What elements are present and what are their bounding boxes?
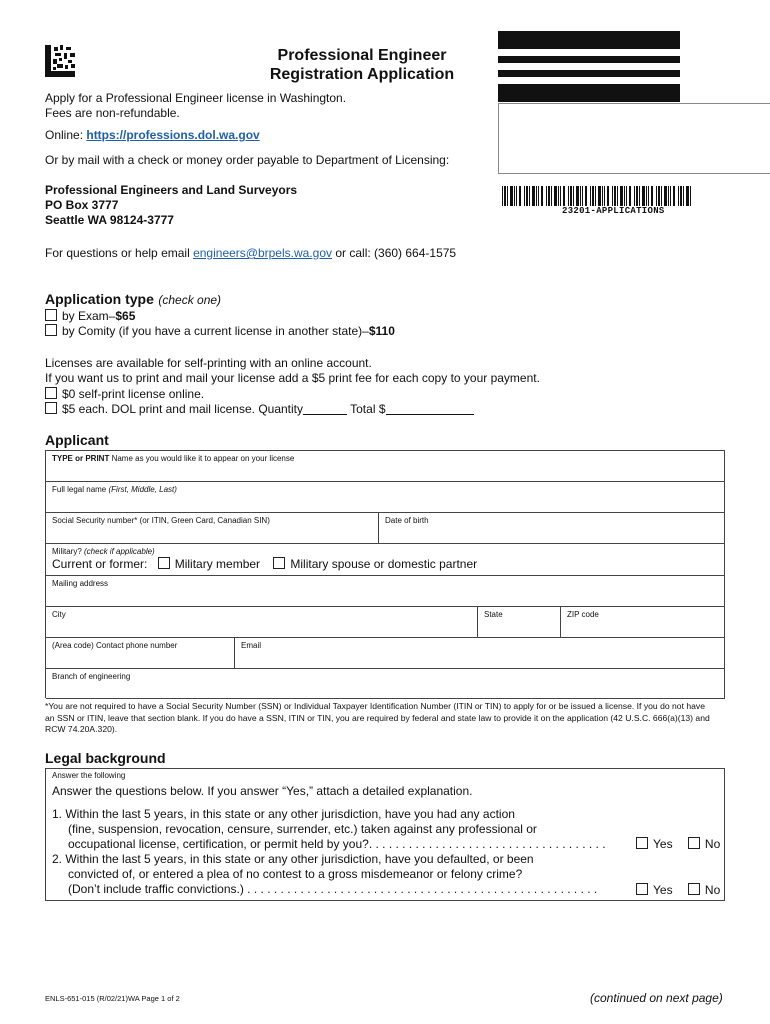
application-type-note: (check one) bbox=[158, 293, 222, 307]
q1-yes-checkbox[interactable] bbox=[636, 837, 648, 849]
title-line-1: Professional Engineer bbox=[277, 47, 447, 64]
questions-line bbox=[45, 246, 456, 261]
q2-no-checkbox[interactable] bbox=[688, 883, 700, 895]
legal-box bbox=[45, 768, 725, 901]
option-comity[interactable]: by Comity (if you have a current license in another state)–$110 bbox=[45, 324, 395, 339]
print-option-self[interactable]: $0 self-print license online. bbox=[45, 387, 204, 402]
applicant-form bbox=[45, 450, 725, 698]
intro-line-2: Fees are non-refundable. bbox=[45, 106, 180, 120]
branch-field[interactable]: Branch of engineering bbox=[46, 669, 725, 699]
q2-line-1: 2. Within the last 5 years, in this state or any other jurisdiction, have you defaulted, or been bbox=[52, 852, 534, 866]
q2-line-2: convicted of, or entered a plea of no contest to a gross misdemeanor or felony crime? bbox=[68, 867, 523, 881]
questions-suffix: or call: (360) 664-1575 bbox=[332, 246, 457, 260]
q2-line-3: (Don’t include traffic convictions.) . . . . . . . . . . . . . . . . . . . . . . . . . . . . . . . . . . . . . . . . . . . . . . . . . . . . . bbox=[68, 882, 598, 896]
application-type-heading bbox=[45, 291, 221, 309]
full-legal-name-field[interactable]: Full legal name (First, Middle, Last) bbox=[46, 482, 725, 513]
questions-prefix: For questions or help email bbox=[45, 246, 194, 260]
application-type-title: Application type bbox=[45, 291, 154, 307]
military-member-label: Military member bbox=[174, 557, 261, 571]
self-print-checkbox[interactable] bbox=[45, 387, 57, 399]
current-former-label: Current or former: bbox=[52, 557, 148, 571]
online-line bbox=[45, 128, 260, 143]
title-line-2: Registration Application bbox=[269, 66, 455, 83]
ssn-field[interactable]: Social Security number* (or ITIN, Green Card, Canadian SIN) bbox=[46, 513, 379, 544]
mail-print-checkbox[interactable] bbox=[45, 402, 57, 414]
q2-yes-label: Yes bbox=[653, 883, 673, 897]
dob-field[interactable]: Date of birth bbox=[379, 513, 725, 544]
license-name-field[interactable]: TYPE or PRINT Name as you would like it to appear on your license bbox=[46, 451, 725, 482]
print-option-mail[interactable]: $5 each. DOL print and mail license. Quantity Total $ bbox=[45, 402, 474, 417]
military-spouse-label: Military spouse or domestic partner bbox=[290, 557, 478, 571]
legal-instructions: Answer the questions below. If you answer “Yes,” attach a detailed explanation. bbox=[52, 784, 473, 798]
military-field: Military? (check if applicable) Current or former: Military member Military spouse or domestic partner bbox=[46, 544, 725, 576]
email-field[interactable]: Email bbox=[235, 638, 725, 669]
q1-line-1: 1. Within the last 5 years, in this state or any other jurisdiction, have you had any action bbox=[52, 807, 515, 821]
online-label: Online: bbox=[45, 128, 87, 142]
q1-no-checkbox[interactable] bbox=[688, 837, 700, 849]
q1-yes-label: Yes bbox=[653, 837, 673, 851]
address-line-2: PO Box 3777 bbox=[45, 198, 119, 212]
qr-code-icon bbox=[45, 45, 75, 77]
form-id: ENLS-651-015 (R/02/21)WA Page 1 of 2 bbox=[45, 994, 180, 1003]
redaction-bars bbox=[498, 31, 680, 102]
military-member-checkbox[interactable] bbox=[158, 557, 170, 569]
military-spouse-checkbox[interactable] bbox=[273, 557, 285, 569]
option-exam[interactable]: by Exam–$65 bbox=[45, 309, 135, 324]
q2-no-label: No bbox=[704, 883, 721, 897]
barcode-text: 23201-APPLICATIONS bbox=[562, 206, 665, 216]
q1-line-3: occupational license, certification, or permit held by you?. . . . . . . . . . . . . . . . . . . . . . . . . . . . . . . . . . . . bbox=[68, 837, 606, 851]
state-field[interactable]: State bbox=[478, 607, 561, 638]
applicant-heading: Applicant bbox=[45, 432, 109, 448]
q2-yes-checkbox[interactable] bbox=[636, 883, 648, 895]
mailing-address-field[interactable]: Mailing address bbox=[46, 576, 725, 607]
address-line-3: Seattle WA 98124-3777 bbox=[45, 213, 174, 227]
office-use-box bbox=[498, 103, 770, 174]
exam-checkbox[interactable] bbox=[45, 309, 57, 321]
mail-instructions: Or by mail with a check or money order payable to Department of Licensing: bbox=[45, 153, 450, 167]
print-info-line-1: Licenses are available for self-printing with an online account. bbox=[45, 356, 372, 370]
phone-field[interactable]: (Area code) Contact phone number bbox=[46, 638, 235, 669]
questions-email-link[interactable]: engineers@brpels.wa.gov bbox=[193, 246, 333, 260]
print-info-line-2: If you want us to print and mail your license add a $5 print fee for each copy to your payment. bbox=[45, 371, 540, 385]
legal-heading: Legal background bbox=[45, 750, 166, 766]
ssn-footnote: *You are not required to have a Social Security Number (SSN) or Individual Taxpayer Identification Number (ITIN or TIN) to apply for or be issued a license. If you do not have an SSN or ITIN, leave that section blank. If you do have a SSN, ITIN or TIN, you are required by federal and state law to provide it on the application (42 U.S.C. 666(a)(13) and RCW 74.20A.320). bbox=[45, 701, 710, 734]
continued-note: (continued on next page) bbox=[590, 991, 723, 1005]
city-field[interactable]: City bbox=[46, 607, 478, 638]
answer-following-label: Answer the following bbox=[52, 771, 126, 780]
online-link[interactable]: https://professions.dol.wa.gov bbox=[86, 128, 260, 142]
total-field[interactable] bbox=[386, 403, 474, 415]
q1-no-label: No bbox=[704, 837, 721, 851]
comity-checkbox[interactable] bbox=[45, 324, 57, 336]
quantity-field[interactable] bbox=[303, 403, 347, 415]
intro-line-1: Apply for a Professional Engineer license in Washington. bbox=[45, 91, 347, 105]
zip-field[interactable]: ZIP code bbox=[561, 607, 725, 638]
barcode-icon bbox=[502, 186, 694, 206]
address-line-1: Professional Engineers and Land Surveyors bbox=[45, 183, 298, 197]
q1-line-2: (fine, suspension, revocation, censure, surrender, etc.) taken against any professional or bbox=[68, 822, 537, 836]
